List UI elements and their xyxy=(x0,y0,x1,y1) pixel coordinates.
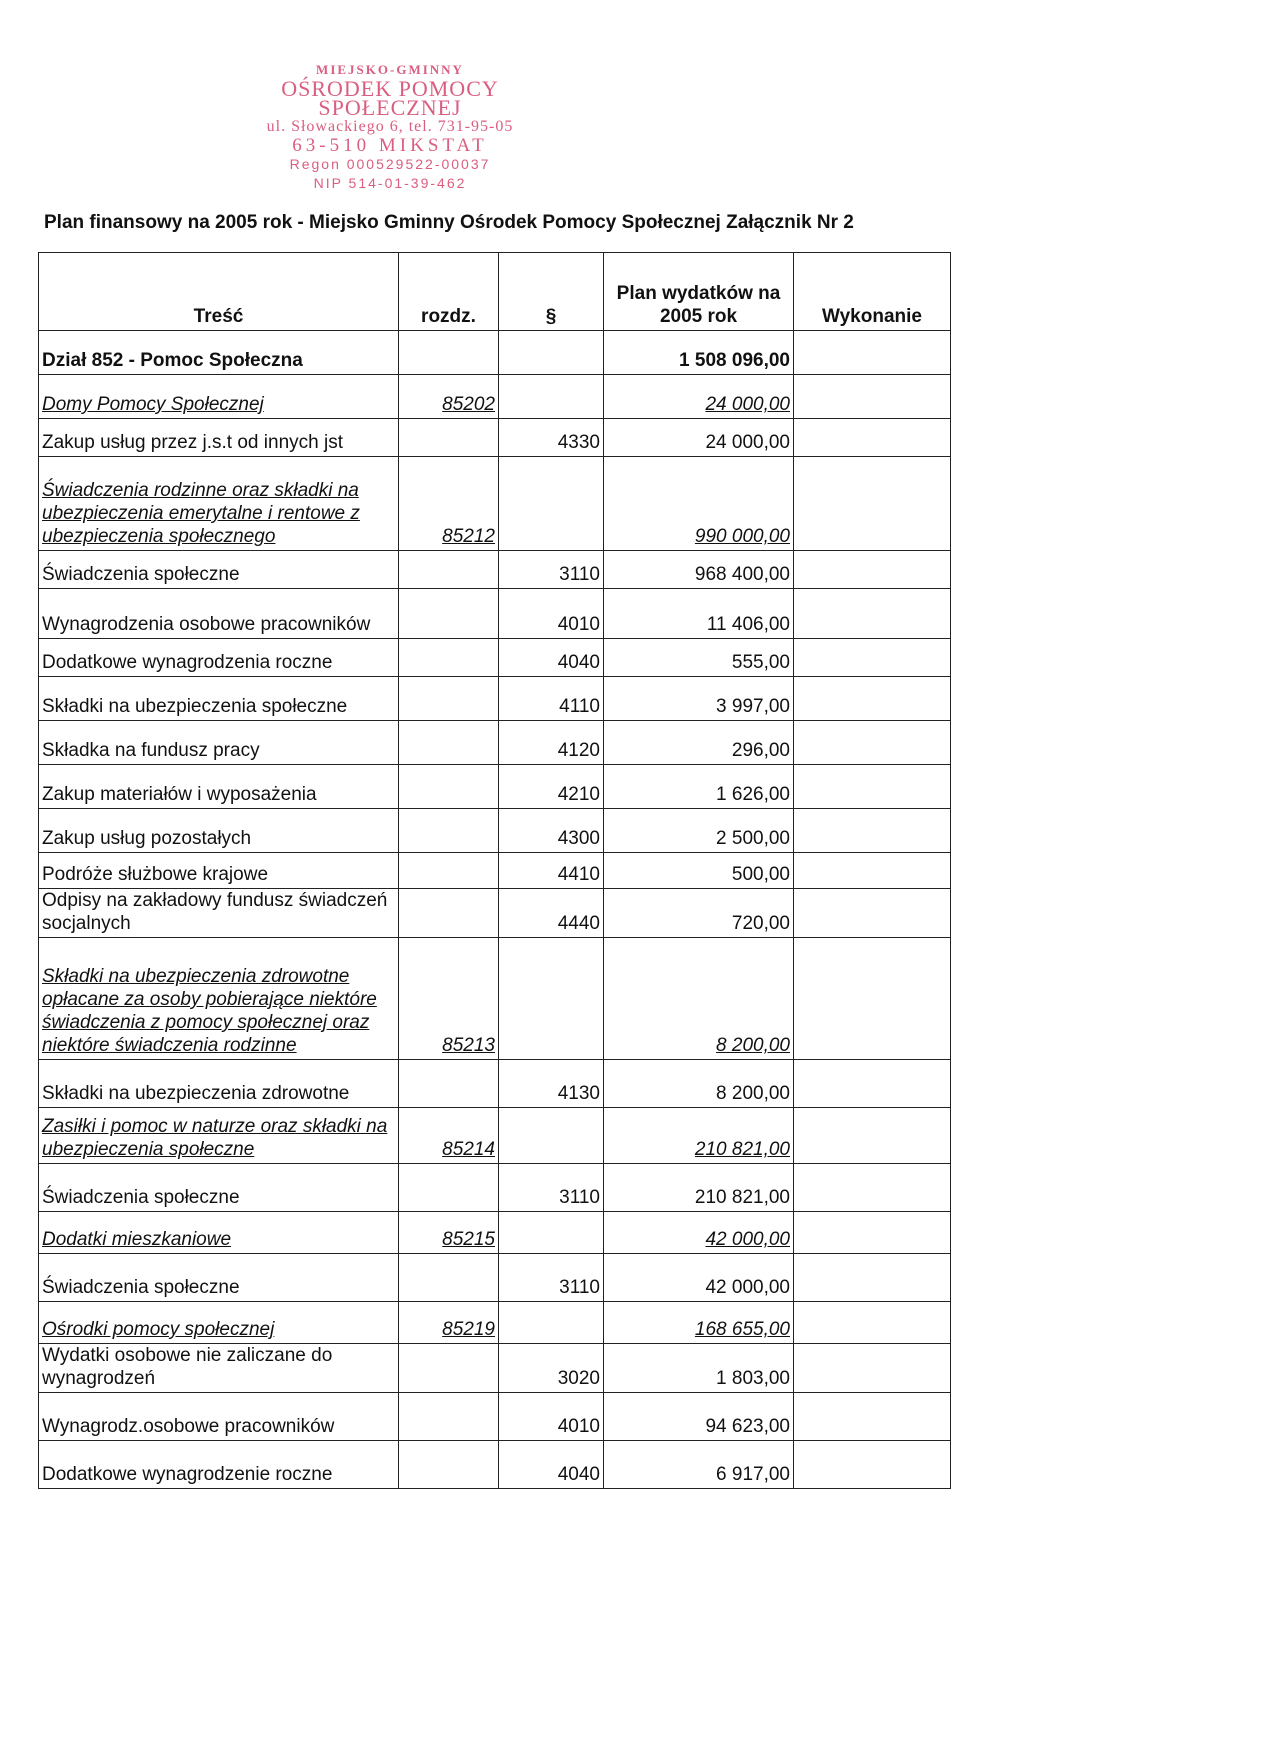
cell-tresc-text: Świadczenia społeczne xyxy=(42,1277,240,1298)
cell-rozdz xyxy=(399,809,499,853)
cell-paragraph-text: 4010 xyxy=(557,614,600,635)
cell-rozdz xyxy=(399,419,499,457)
cell-paragraph xyxy=(499,1302,604,1344)
cell-tresc-text: Świadczenia społeczne xyxy=(42,564,240,585)
stamp-line: 63-510 MIKSTAT xyxy=(292,135,488,156)
cell-rozdz xyxy=(399,1254,499,1302)
cell-paragraph xyxy=(499,1108,604,1164)
cell-rozdz-text: 85202 xyxy=(442,394,495,415)
cell-wykonanie xyxy=(794,765,951,809)
cell-rozdz-text: 85219 xyxy=(442,1319,495,1340)
table-row xyxy=(39,375,951,419)
cell-plan xyxy=(604,419,794,457)
cell-rozdz xyxy=(399,1212,499,1254)
cell-tresc-text: Wynagrodz.osobowe pracowników xyxy=(42,1416,335,1437)
cell-tresc xyxy=(39,938,399,1060)
page-title: Plan finansowy na 2005 rok - Miejsko Gminny Ośrodek Pomocy Społecznej Załącznik Nr 2 xyxy=(44,212,854,233)
cell-rozdz xyxy=(399,1060,499,1108)
cell-paragraph-text: 4410 xyxy=(557,864,600,885)
cell-wykonanie xyxy=(794,889,951,938)
cell-tresc-text: Składka na fundusz pracy xyxy=(42,740,260,761)
header-plan: Plan wydatków na 2005 rok xyxy=(604,253,794,331)
cell-tresc-text: Zasiłki i pomoc w naturze oraz składki na ubezpieczenia społeczne xyxy=(42,1116,388,1160)
table-row xyxy=(39,419,951,457)
cell-paragraph xyxy=(499,331,604,375)
cell-plan xyxy=(604,938,794,1060)
header-wykonanie: Wykonanie xyxy=(794,253,951,331)
table-row xyxy=(39,639,951,677)
cell-paragraph-text: 4440 xyxy=(557,913,600,934)
cell-plan-text: 94 623,00 xyxy=(705,1416,790,1437)
cell-plan xyxy=(604,721,794,765)
cell-wykonanie xyxy=(794,1212,951,1254)
cell-tresc xyxy=(39,721,399,765)
cell-rozdz xyxy=(399,1164,499,1212)
table-row xyxy=(39,809,951,853)
cell-paragraph-text: 4110 xyxy=(559,696,600,717)
cell-tresc-text: Dział 852 - Pomoc Społeczna xyxy=(42,350,303,371)
cell-tresc xyxy=(39,853,399,889)
cell-paragraph-text: 4300 xyxy=(557,828,600,849)
cell-rozdz xyxy=(399,375,499,419)
cell-wykonanie xyxy=(794,677,951,721)
cell-paragraph-text: 3110 xyxy=(559,564,600,585)
cell-tresc-text: Składki na ubezpieczenia zdrowotne xyxy=(42,1083,350,1104)
cell-wykonanie xyxy=(794,375,951,419)
cell-paragraph-text: 4130 xyxy=(557,1083,600,1104)
table-row xyxy=(39,1302,951,1344)
cell-wykonanie xyxy=(794,331,951,375)
cell-paragraph xyxy=(499,639,604,677)
cell-plan xyxy=(604,1212,794,1254)
cell-plan xyxy=(604,1254,794,1302)
cell-tresc xyxy=(39,1212,399,1254)
cell-paragraph xyxy=(499,375,604,419)
cell-plan-text: 2 500,00 xyxy=(716,828,790,849)
cell-paragraph xyxy=(499,677,604,721)
table-row xyxy=(39,853,951,889)
cell-plan-text: 24 000,00 xyxy=(705,394,790,415)
cell-rozdz xyxy=(399,721,499,765)
cell-paragraph xyxy=(499,721,604,765)
stamp-line: ul. Słowackiego 6, tel. 731-95-05 xyxy=(266,118,514,135)
table-row xyxy=(39,1164,951,1212)
cell-rozdz xyxy=(399,1302,499,1344)
cell-rozdz xyxy=(399,551,499,589)
cell-tresc xyxy=(39,1108,399,1164)
cell-plan-text: 296,00 xyxy=(731,740,790,761)
cell-plan xyxy=(604,853,794,889)
cell-paragraph-text: 3020 xyxy=(557,1368,600,1389)
cell-plan xyxy=(604,1164,794,1212)
cell-wykonanie xyxy=(794,457,951,551)
table-row xyxy=(39,1441,951,1489)
table-row xyxy=(39,1060,951,1108)
stamp-line: OŚRODEK POMOCY SPOŁECZNEJ xyxy=(281,76,499,120)
cell-tresc xyxy=(39,457,399,551)
cell-paragraph xyxy=(499,938,604,1060)
cell-plan-text: 11 406,00 xyxy=(706,614,790,635)
cell-paragraph xyxy=(499,419,604,457)
cell-tresc-text: Świadczenia rodzinne oraz składki na ubezpieczenia emerytalne i rentowe z ubezpieczenia społecznego xyxy=(42,480,360,547)
cell-paragraph-text: 4010 xyxy=(557,1416,600,1437)
cell-plan xyxy=(604,1108,794,1164)
cell-tresc xyxy=(39,1060,399,1108)
cell-rozdz xyxy=(399,938,499,1060)
table-row xyxy=(39,1212,951,1254)
table-row xyxy=(39,551,951,589)
cell-tresc xyxy=(39,677,399,721)
cell-plan xyxy=(604,589,794,639)
cell-tresc-text: Zakup usług przez j.s.t od innych jst xyxy=(42,432,343,453)
cell-plan-text: 968 400,00 xyxy=(694,564,790,585)
cell-tresc xyxy=(39,1441,399,1489)
cell-rozdz xyxy=(399,1393,499,1441)
cell-tresc xyxy=(39,765,399,809)
table-row xyxy=(39,889,951,938)
cell-plan-text: 210 821,00 xyxy=(694,1187,790,1208)
cell-paragraph xyxy=(499,589,604,639)
cell-paragraph-text: 4040 xyxy=(557,652,600,673)
office-stamp xyxy=(230,60,550,193)
cell-tresc xyxy=(39,889,399,938)
cell-plan-text: 555,00 xyxy=(731,652,790,673)
table-body xyxy=(39,331,951,1489)
cell-plan xyxy=(604,551,794,589)
cell-rozdz-text: 85212 xyxy=(442,526,495,547)
cell-wykonanie xyxy=(794,1108,951,1164)
cell-tresc-text: Zakup materiałów i wyposażenia xyxy=(42,784,317,805)
cell-wykonanie xyxy=(794,1254,951,1302)
cell-rozdz xyxy=(399,1344,499,1393)
cell-wykonanie xyxy=(794,419,951,457)
cell-rozdz xyxy=(399,765,499,809)
cell-tresc xyxy=(39,589,399,639)
stamp-line: NIP 514-01-39-462 xyxy=(313,175,467,191)
cell-paragraph-text: 4120 xyxy=(557,740,600,761)
cell-paragraph xyxy=(499,889,604,938)
cell-paragraph-text: 3110 xyxy=(559,1187,600,1208)
cell-rozdz xyxy=(399,853,499,889)
cell-paragraph xyxy=(499,457,604,551)
table-row xyxy=(39,589,951,639)
cell-tresc-text: Odpisy na zakładowy fundusz świadczeń socjalnych xyxy=(42,890,388,934)
header-tresc: Treść xyxy=(39,253,399,331)
cell-wykonanie xyxy=(794,1344,951,1393)
cell-wykonanie xyxy=(794,938,951,1060)
cell-wykonanie xyxy=(794,589,951,639)
cell-plan-text: 8 200,00 xyxy=(716,1083,790,1104)
cell-tresc-text: Ośrodki pomocy społecznej xyxy=(42,1319,275,1340)
cell-paragraph-text: 4330 xyxy=(557,432,600,453)
cell-tresc xyxy=(39,1302,399,1344)
cell-paragraph-text: 3110 xyxy=(559,1277,600,1298)
cell-tresc-text: Składki na ubezpieczenia zdrowotne opłacane za osoby pobierające niektóre świadczenia z pomocy społecznej oraz niektóre świadczenia rodzinne xyxy=(42,966,377,1056)
cell-rozdz xyxy=(399,639,499,677)
header-paragraph: § xyxy=(499,253,604,331)
cell-wykonanie xyxy=(794,809,951,853)
cell-tresc-text: Dodatki mieszkaniowe xyxy=(42,1229,232,1250)
cell-tresc-text: Składki na ubezpieczenia społeczne xyxy=(42,696,348,717)
cell-plan-text: 6 917,00 xyxy=(716,1464,790,1485)
cell-plan xyxy=(604,677,794,721)
cell-paragraph xyxy=(499,1060,604,1108)
table-row xyxy=(39,1108,951,1164)
table-row xyxy=(39,938,951,1060)
cell-plan-text: 500,00 xyxy=(731,864,790,885)
cell-tresc xyxy=(39,1393,399,1441)
cell-plan-text: 1 803,00 xyxy=(716,1368,790,1389)
cell-plan-text: 24 000,00 xyxy=(705,432,790,453)
cell-plan-text: 210 821,00 xyxy=(694,1139,790,1160)
cell-rozdz xyxy=(399,457,499,551)
cell-plan xyxy=(604,1344,794,1393)
cell-plan-text: 720,00 xyxy=(731,913,790,934)
cell-tresc xyxy=(39,1344,399,1393)
cell-plan-text: 42 000,00 xyxy=(705,1229,790,1250)
cell-wykonanie xyxy=(794,721,951,765)
cell-paragraph xyxy=(499,551,604,589)
cell-rozdz xyxy=(399,677,499,721)
table-row xyxy=(39,331,951,375)
cell-plan-text: 3 997,00 xyxy=(716,696,790,717)
cell-tresc-text: Domy Pomocy Społecznej xyxy=(42,394,264,415)
cell-plan-text: 990 000,00 xyxy=(694,526,790,547)
cell-plan xyxy=(604,1060,794,1108)
cell-tresc xyxy=(39,375,399,419)
cell-plan xyxy=(604,639,794,677)
cell-rozdz-text: 85213 xyxy=(442,1035,495,1056)
cell-rozdz xyxy=(399,889,499,938)
cell-tresc-text: Świadczenia społeczne xyxy=(42,1187,240,1208)
cell-plan xyxy=(604,375,794,419)
cell-tresc-text: Podróże służbowe krajowe xyxy=(42,864,269,885)
cell-paragraph xyxy=(499,1344,604,1393)
cell-plan xyxy=(604,889,794,938)
stamp-line: Regon 000529522-00037 xyxy=(289,156,491,172)
cell-plan xyxy=(604,331,794,375)
cell-paragraph-text: 4210 xyxy=(557,784,600,805)
cell-paragraph xyxy=(499,1164,604,1212)
table-row xyxy=(39,765,951,809)
cell-wykonanie xyxy=(794,639,951,677)
cell-tresc xyxy=(39,1254,399,1302)
cell-rozdz xyxy=(399,1441,499,1489)
table-row xyxy=(39,1254,951,1302)
cell-tresc xyxy=(39,419,399,457)
cell-wykonanie xyxy=(794,1060,951,1108)
cell-plan xyxy=(604,809,794,853)
cell-rozdz xyxy=(399,331,499,375)
cell-wykonanie xyxy=(794,1393,951,1441)
cell-rozdz xyxy=(399,589,499,639)
cell-paragraph xyxy=(499,765,604,809)
cell-plan-text: 168 655,00 xyxy=(694,1319,790,1340)
cell-paragraph xyxy=(499,1254,604,1302)
cell-tresc-text: Wydatki osobowe nie zaliczane do wynagrodzeń xyxy=(42,1345,333,1389)
cell-paragraph-text: 4040 xyxy=(557,1464,600,1485)
cell-plan-text: 1 508 096,00 xyxy=(679,350,790,371)
table-row xyxy=(39,721,951,765)
cell-plan-text: 42 000,00 xyxy=(705,1277,790,1298)
cell-paragraph xyxy=(499,853,604,889)
cell-tresc-text: Dodatkowe wynagrodzenie roczne xyxy=(42,1464,333,1485)
cell-paragraph xyxy=(499,1393,604,1441)
financial-plan-table xyxy=(38,252,950,1489)
cell-rozdz-text: 85215 xyxy=(442,1229,495,1250)
cell-rozdz-text: 85214 xyxy=(442,1139,495,1160)
cell-rozdz xyxy=(399,1108,499,1164)
cell-plan-text: 8 200,00 xyxy=(716,1035,790,1056)
cell-wykonanie xyxy=(794,853,951,889)
cell-tresc xyxy=(39,331,399,375)
stamp-line: MIEJSKO-GMINNY xyxy=(316,62,464,77)
table-row xyxy=(39,1393,951,1441)
cell-plan xyxy=(604,457,794,551)
table-row xyxy=(39,677,951,721)
cell-tresc-text: Dodatkowe wynagrodzenia roczne xyxy=(42,652,333,673)
cell-tresc-text: Wynagrodzenia osobowe pracowników xyxy=(42,614,371,635)
table-row xyxy=(39,457,951,551)
cell-tresc xyxy=(39,809,399,853)
cell-paragraph xyxy=(499,1212,604,1254)
cell-wykonanie xyxy=(794,1164,951,1212)
header-rozdz: rozdz. xyxy=(399,253,499,331)
cell-wykonanie xyxy=(794,1302,951,1344)
table-row xyxy=(39,1344,951,1393)
cell-plan xyxy=(604,1441,794,1489)
cell-tresc xyxy=(39,551,399,589)
cell-plan xyxy=(604,1302,794,1344)
cell-wykonanie xyxy=(794,551,951,589)
cell-plan-text: 1 626,00 xyxy=(716,784,790,805)
cell-tresc xyxy=(39,1164,399,1212)
cell-plan xyxy=(604,765,794,809)
cell-paragraph xyxy=(499,1441,604,1489)
cell-wykonanie xyxy=(794,1441,951,1489)
cell-plan xyxy=(604,1393,794,1441)
cell-tresc xyxy=(39,639,399,677)
cell-paragraph xyxy=(499,809,604,853)
cell-tresc-text: Zakup usług pozostałych xyxy=(42,828,252,849)
